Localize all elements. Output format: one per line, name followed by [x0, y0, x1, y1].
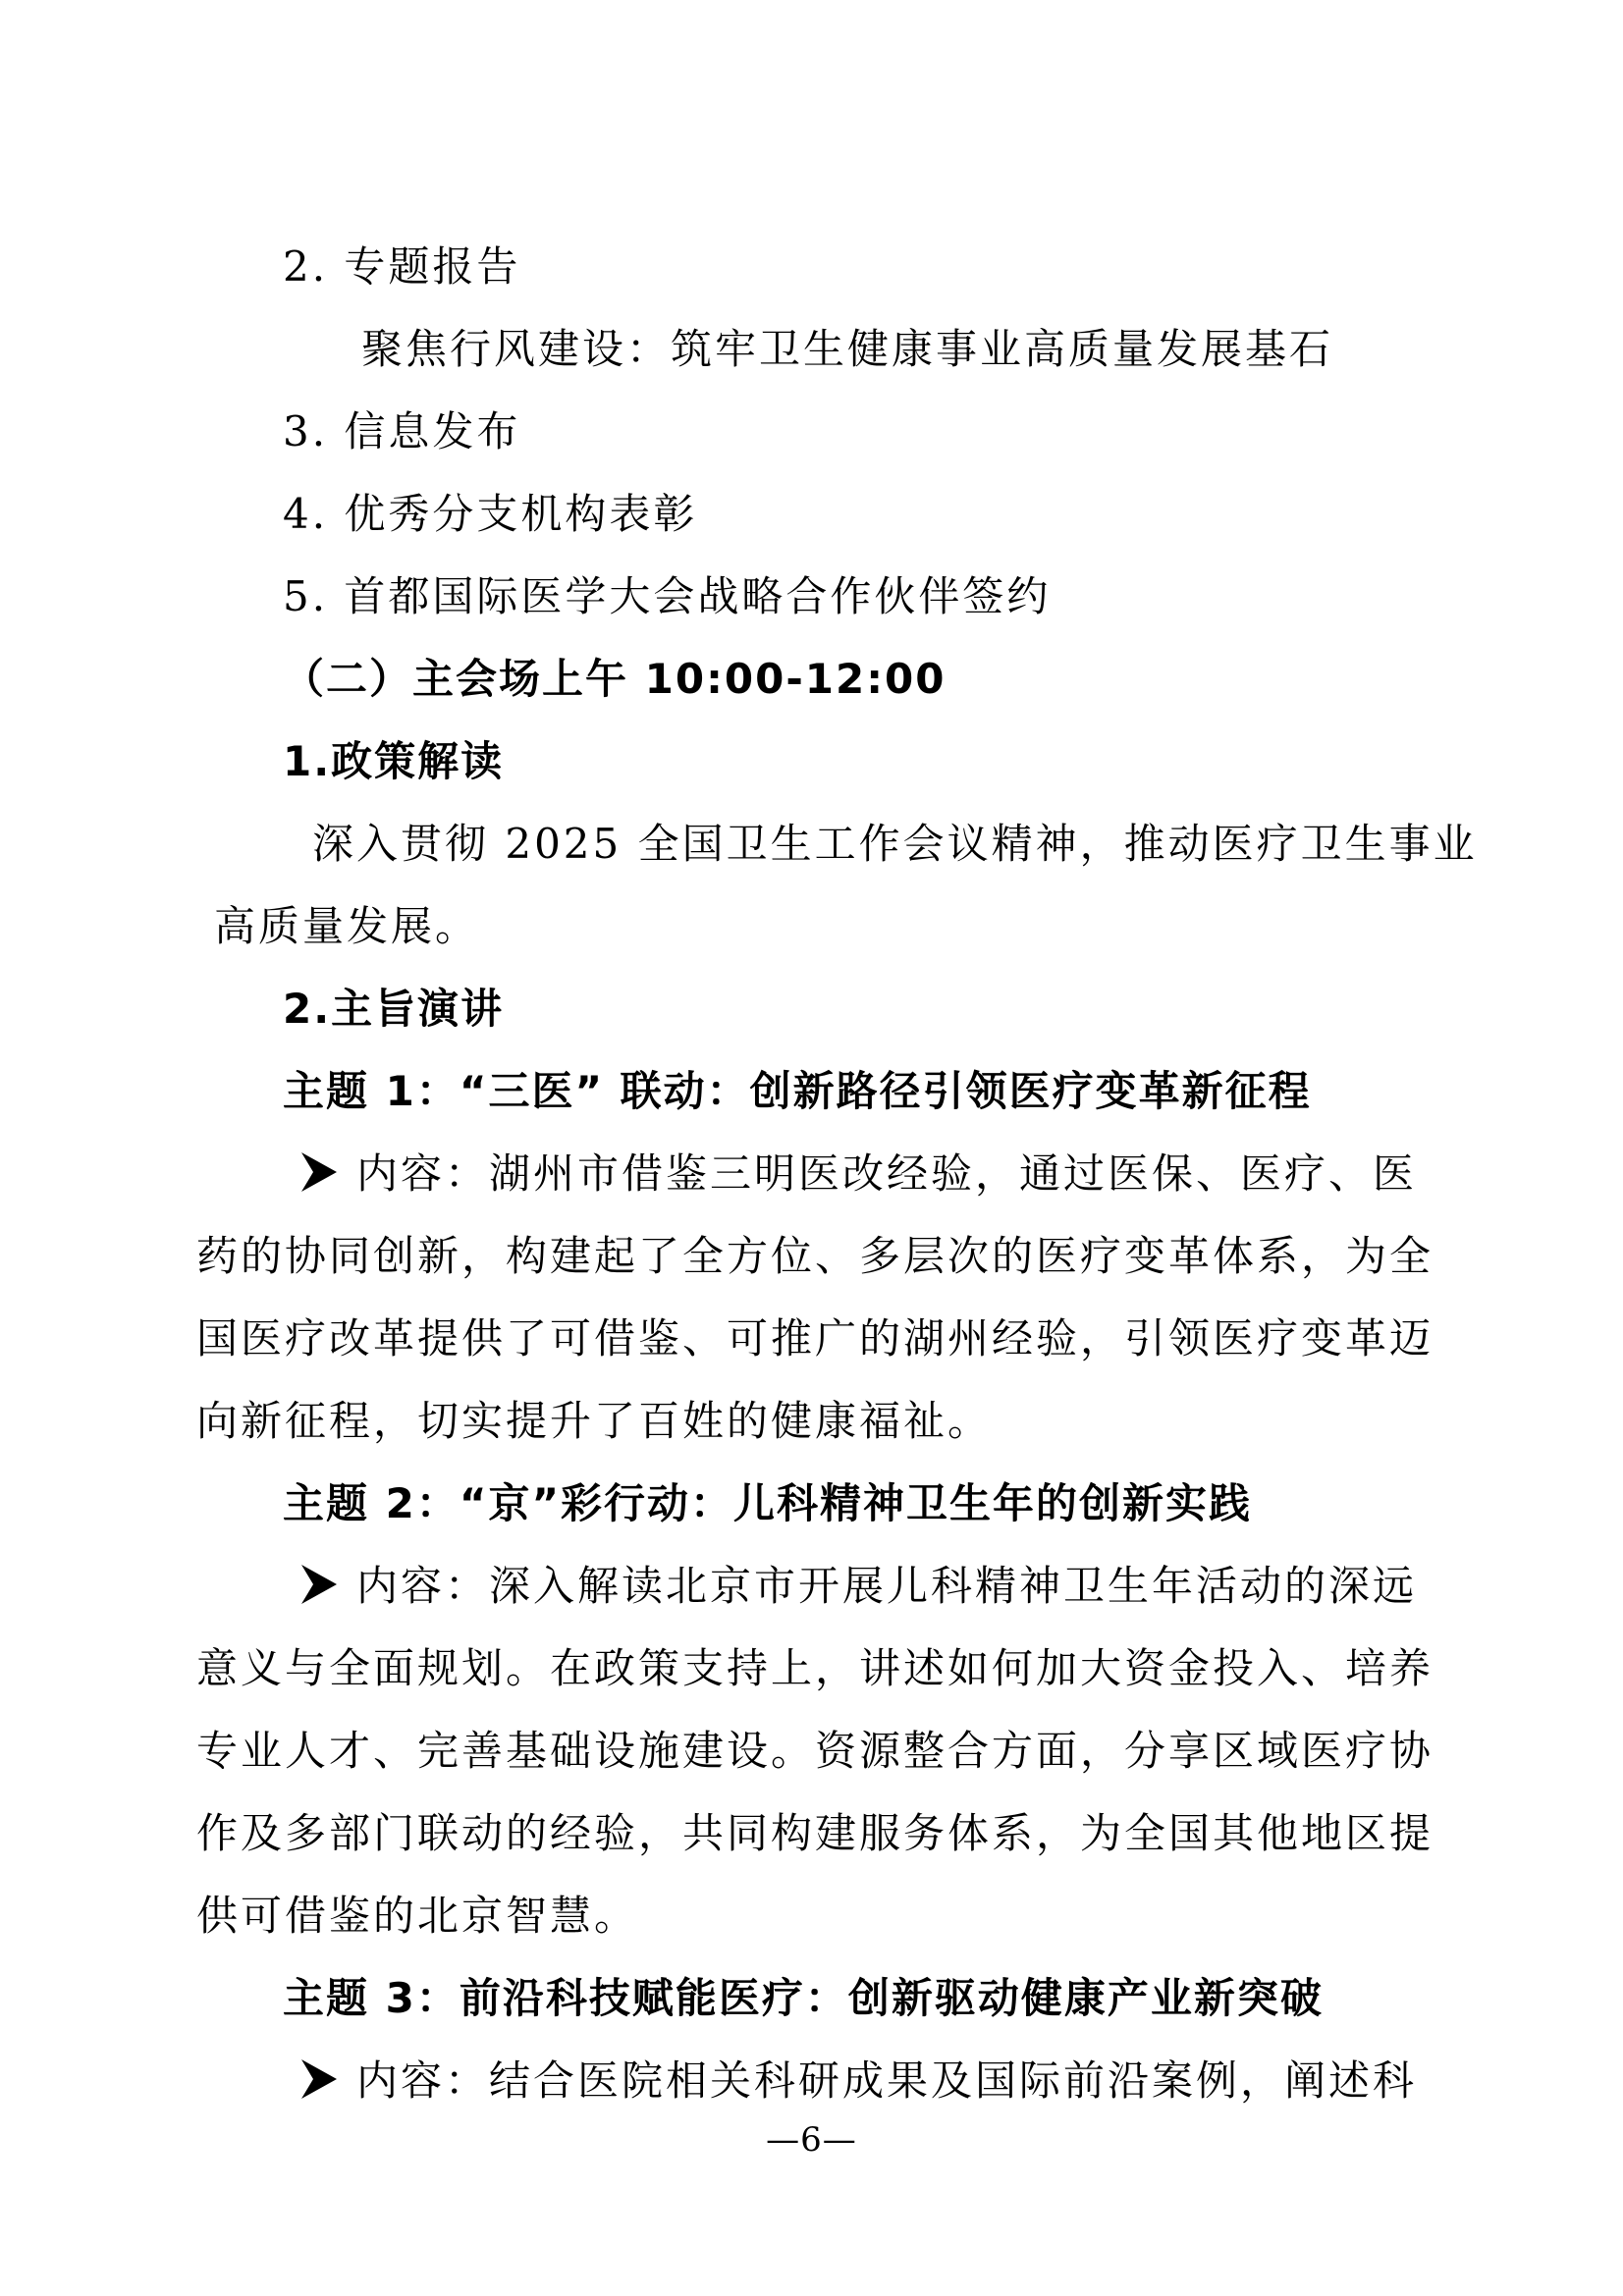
- arrow-bullet-icon: [299, 1563, 339, 1606]
- item-keynote: 2.主旨演讲: [283, 985, 505, 1033]
- item-policy-interpretation: 1.政策解读: [283, 737, 505, 785]
- topic-report-title: 聚焦行风建设：筑牢卫生健康事业高质量发展基石: [361, 325, 1334, 373]
- theme-2-content-line-1: 内容：深入解读北京市开展儿科精神卫生年活动的深远: [299, 1559, 1417, 1614]
- theme-2-content-line-2: 意义与全面规划。在政策支持上，讲述如何加大资金投入、培养: [196, 1644, 1434, 1692]
- theme-1-content-line-1: 内容：湖州市借鉴三明医改经验，通过医保、医疗、医: [299, 1147, 1417, 1201]
- theme-2-content-line-5: 供可借鉴的北京智慧。: [196, 1892, 639, 1940]
- theme-1-content-line-2: 药的协同创新，构建起了全方位、多层次的医疗变革体系，为全: [196, 1232, 1434, 1280]
- theme-2-content-line-4: 作及多部门联动的经验，共同构建服务体系，为全国其他地区提: [196, 1809, 1434, 1857]
- theme-3-content-line-1: 内容：结合医院相关科研成果及国际前沿案例，阐述科: [299, 2054, 1417, 2109]
- item-branch-award: 4. 优秀分支机构表彰: [283, 490, 698, 538]
- arrow-bullet-icon: [299, 2057, 339, 2101]
- keynote-theme-3: 主题 3：前沿科技赋能医疗：创新驱动健康产业新突破: [283, 1974, 1324, 2022]
- arrow-bullet-icon: [299, 1150, 339, 1194]
- keynote-theme-1: 主题 1：“三医” 联动：创新路径引领医疗变革新征程: [283, 1067, 1312, 1115]
- section-heading-main-venue: （二）主会场上午 10:00-12:00: [283, 655, 947, 703]
- keynote-theme-2: 主题 2：“京”彩行动：儿科精神卫生年的创新实践: [283, 1479, 1253, 1527]
- item-partner-signing: 5. 首都国际医学大会战略合作伙伴签约: [283, 572, 1052, 620]
- policy-paragraph-line-1: 深入贯彻 2025 全国卫生工作会议精神，推动医疗卫生事业: [312, 820, 1478, 868]
- theme-1-content-line-3: 国医疗改革提供了可借鉴、可推广的湖州经验，引领医疗变革迈: [196, 1314, 1434, 1362]
- theme-1-content-line-4: 向新征程，切实提升了百姓的健康福祉。: [196, 1397, 993, 1445]
- page-number: —6—: [766, 2120, 857, 2160]
- policy-paragraph-line-2: 高质量发展。: [214, 902, 480, 950]
- item-topic-report: 2. 专题报告: [283, 242, 521, 291]
- theme-2-content-line-3: 专业人才、完善基础设施建设。资源整合方面，分享区域医疗协: [196, 1727, 1434, 1775]
- item-info-release: 3. 信息发布: [283, 407, 521, 455]
